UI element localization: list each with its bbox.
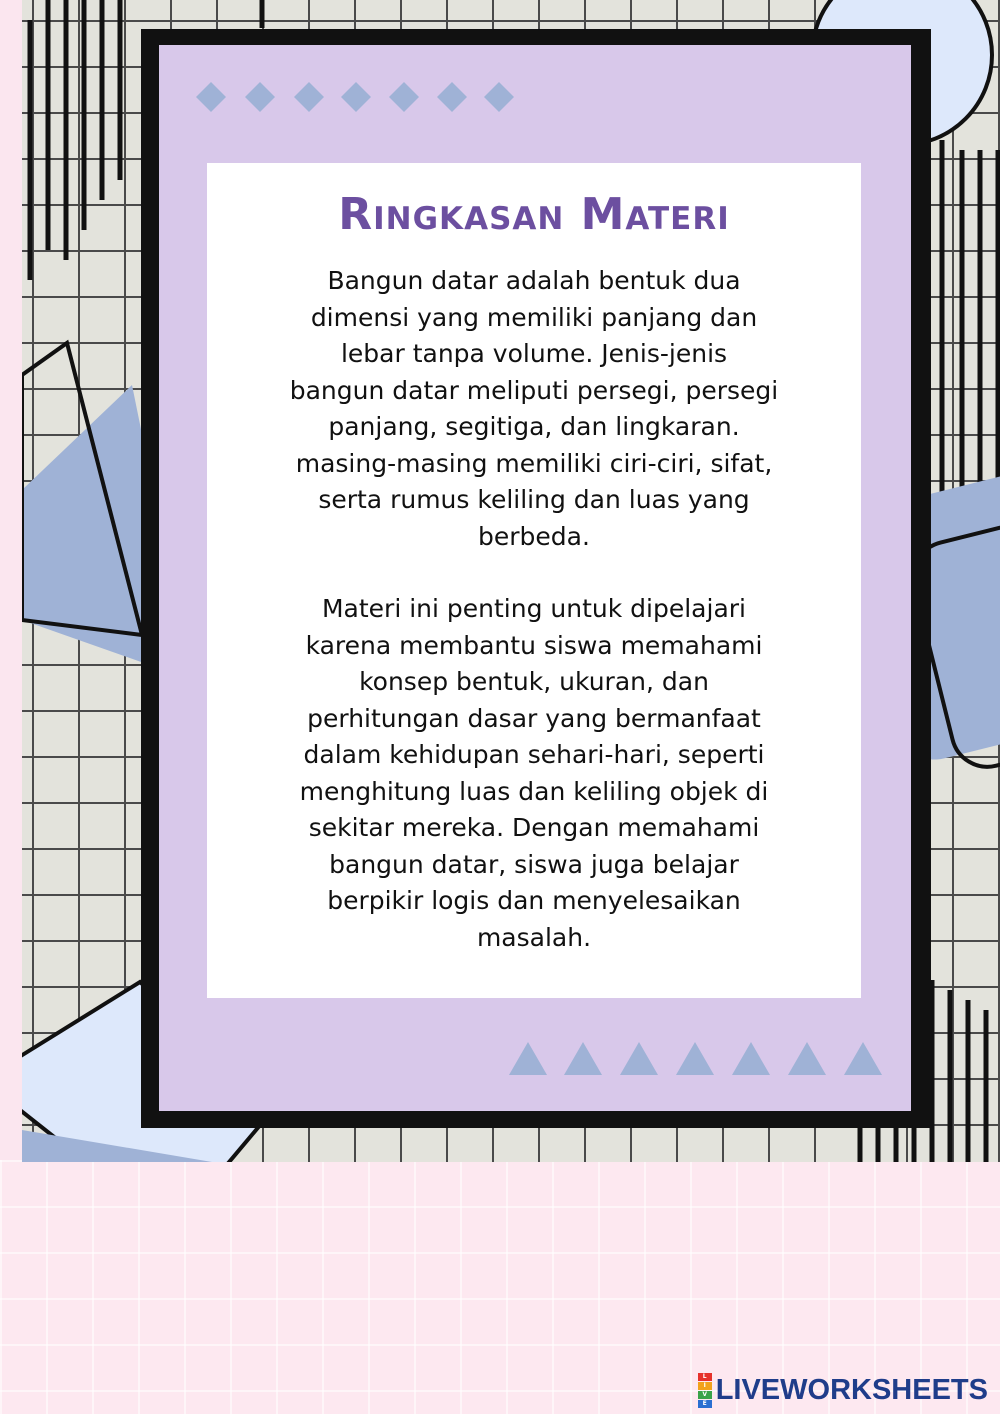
text-line: lebar tanpa volume. Jenis-jenis [340,339,728,368]
text-line: dimensi yang memiliki panjang dan [310,302,758,332]
brand-name: LIVEWORKSHEETS [715,1373,988,1406]
summary-card [207,163,861,998]
liveworksheets-logo-link[interactable] [698,1373,988,1407]
liveworksheets-logo-icon: L I V E [698,1373,712,1408]
text-line: masalah. [476,922,592,952]
text-line: berpikir logis dan menyelesaikan [327,886,741,915]
text-line: masing-masing memiliki ciri-ciri, sifat, [295,448,773,478]
diamond-row-icon [196,82,514,112]
paragraph-definition [264,263,804,555]
text-line: bangun datar, siswa juga belajar [329,849,739,879]
text-line: konsep bentuk, ukuran, dan [359,667,709,696]
stripes-right [942,140,998,520]
text-line: panjang, segitiga, dan lingkaran. [328,412,740,441]
triangle-row-icon [509,1042,882,1075]
text-line: menghitung luas dan keliling objek di [299,776,769,806]
text-line: perhitungan dasar yang bermanfaat [307,703,761,733]
text-line: Materi ini penting untuk dipelajari [321,594,746,623]
text-line: sekitar mereka. Dengan memahami [308,813,760,842]
text-line: berbeda. [478,521,590,551]
text-line: dalam kehidupan sehari-hari, seperti [303,740,765,769]
paragraph-importance [264,591,804,956]
card-title: Ringkasan Materi [338,189,730,240]
text-line: karena membantu siswa memahami [305,630,763,660]
text-line: bangun datar meliputi persegi, persegi [289,375,779,405]
text-line: serta rumus keliling dan luas yang [318,485,750,514]
worksheet-background [22,0,1000,1162]
text-line: Bangun datar adalah bentuk dua [327,266,741,295]
